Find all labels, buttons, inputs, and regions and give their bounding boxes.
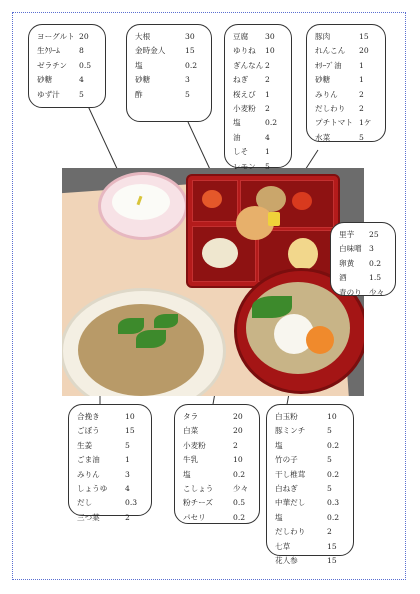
ingredient-amount: 0.5 [79, 60, 92, 70]
meal-photo [62, 168, 364, 396]
ingredient-row [77, 410, 145, 424]
ingredient-amount: 2 [359, 89, 364, 99]
ingredient-amount: 1ケ [359, 118, 372, 128]
ingredient-name: パセリ [183, 512, 206, 522]
ingredient-amount: 15 [185, 46, 195, 56]
ingredient-amount: 10 [327, 412, 337, 421]
ingredient-name: 豚ミンチ [275, 426, 306, 436]
ingredient-row [233, 44, 285, 58]
ingredient-amount: 30 [265, 32, 275, 41]
ingredient-amount: 2 [125, 512, 130, 522]
ingredient-row [183, 511, 253, 525]
ingredient-row [37, 59, 99, 73]
ingredient-row [275, 482, 347, 496]
ingredient-row [135, 59, 205, 73]
ingredient-name: ごぼう [77, 426, 100, 436]
ingredient-row [233, 145, 285, 159]
ingredient-row [183, 424, 253, 438]
ingredient-name: 塩 [135, 60, 143, 70]
ingredient-name: 塩 [233, 118, 241, 128]
ingredient-row [183, 410, 253, 424]
ingredient-name: 里芋 [339, 230, 355, 239]
ingredient-name: だしわり [275, 527, 306, 537]
ingredient-name: 塩 [183, 469, 191, 479]
ingredient-amount: 5 [327, 455, 332, 465]
ingredient-name: こしょう [183, 484, 214, 494]
ingredient-row [77, 511, 145, 525]
ingredient-amount: 5 [125, 440, 130, 450]
ingredient-amount: 15 [125, 426, 135, 436]
ingredient-amount: 15 [327, 556, 337, 566]
ingredient-row [315, 88, 379, 102]
ingredient-row [37, 44, 99, 58]
ingredient-row [275, 496, 347, 510]
gratin [202, 238, 238, 268]
ingredient-amount: 0.2 [327, 512, 340, 522]
ingredient-amount: 20 [233, 412, 243, 421]
ingredient-row [339, 271, 389, 285]
ingredient-amount: 0.2 [265, 118, 278, 128]
ingredient-name: みりん [315, 89, 338, 99]
ingredient-amount: 2 [265, 75, 270, 85]
ingredient-amount: 1 [265, 147, 270, 157]
ingredient-amount: 15 [327, 541, 337, 551]
ingredient-name: れんこん [315, 46, 346, 56]
ingredient-amount: 25 [369, 230, 379, 239]
ingredient-name: 油 [233, 132, 241, 142]
ingredient-amount: 20 [79, 32, 89, 41]
ingredient-amount: 2 [359, 104, 364, 114]
ingredient-row [339, 257, 389, 271]
ingredient-amount: 2 [327, 527, 332, 537]
ingredient-amount: 5 [79, 89, 84, 99]
ingredient-name: ごま油 [77, 455, 100, 465]
lemon-slice [268, 212, 280, 226]
ingredient-name: 桜えび [233, 89, 256, 99]
ingredient-row [275, 554, 347, 568]
ingredient-amount: 2 [265, 104, 270, 114]
ingredient-amount: 0.2 [327, 469, 340, 479]
ingredient-row [37, 88, 99, 102]
ingredient-name: だし [77, 498, 93, 508]
ingredient-name: ゆず汁 [37, 89, 60, 99]
ingredient-amount: 少々 [369, 287, 385, 297]
ingredient-name: 花人参 [275, 556, 298, 566]
ingredient-name: だしわり [315, 104, 346, 114]
ingredient-name: 金時金人 [135, 46, 166, 56]
ingredient-name: 酢 [135, 89, 143, 99]
ingredient-amount: 8 [79, 46, 84, 56]
ingredient-row [315, 59, 379, 73]
ingredient-row [77, 453, 145, 467]
ingredient-amount: 0.2 [233, 512, 246, 522]
ingredient-row [233, 59, 285, 73]
ingredient-name: 豆腐 [233, 32, 249, 41]
ingredient-row [77, 482, 145, 496]
ingredient-name: タラ [183, 412, 199, 421]
satoimo [288, 238, 318, 270]
ingredient-name: 砂糖 [315, 75, 331, 85]
bubble-yogurt-jelly [28, 24, 106, 108]
ingredient-name: 小麦粉 [183, 440, 206, 450]
mitsuba-leaf [136, 330, 166, 348]
ingredient-row [183, 482, 253, 496]
ingredient-amount: 20 [233, 426, 243, 436]
ingredient-row [275, 525, 347, 539]
ingredient-row [339, 242, 389, 256]
ingredient-name: 七草 [275, 541, 291, 551]
ingredient-name: 砂糖 [37, 75, 53, 85]
ingredient-amount: 1 [359, 75, 364, 85]
ingredient-row [77, 468, 145, 482]
yogurt-jelly [112, 184, 170, 220]
bubble-daikon [126, 24, 212, 122]
ingredient-name: 小麦粉 [233, 104, 256, 114]
ingredient-row [275, 439, 347, 453]
ingredient-row [275, 468, 347, 482]
ingredient-amount: 3 [369, 244, 374, 254]
ingredient-row [315, 131, 379, 145]
ingredient-amount: 0.2 [327, 440, 340, 450]
bubble-rice [68, 404, 152, 522]
ingredient-row [233, 73, 285, 87]
ingredient-row [233, 131, 285, 145]
ingredient-amount: 10 [233, 455, 243, 465]
ingredient-name: 白菜 [183, 426, 199, 436]
ingredient-row [77, 496, 145, 510]
ingredient-name: 砂糖 [135, 75, 151, 85]
ingredient-name: 塩 [275, 512, 283, 522]
ingredient-row [315, 30, 379, 44]
ingredient-name: ゼラチン [37, 60, 67, 70]
ingredient-row [233, 88, 285, 102]
ingredient-name: 白ねぎ [275, 484, 298, 494]
ingredient-row [183, 453, 253, 467]
ingredient-amount: 2 [233, 440, 238, 450]
ingredient-amount: 4 [79, 75, 84, 85]
ingredient-name: ゆりね [233, 46, 256, 56]
ingredient-name: 三つ葉 [77, 512, 100, 522]
ingredient-amount: 30 [185, 32, 195, 41]
ingredient-name: 塩 [275, 440, 283, 450]
ingredient-row [275, 410, 347, 424]
ingredient-row [275, 424, 347, 438]
ingredient-amount: 3 [125, 469, 130, 479]
ingredient-name: 酒 [339, 273, 347, 283]
ingredient-row [183, 468, 253, 482]
ingredient-amount: 1.5 [369, 273, 382, 283]
ingredient-name: 白玉粉 [275, 412, 298, 421]
ingredient-name: しそ [233, 147, 249, 157]
ingredient-name: 白味噌 [339, 244, 362, 254]
ingredient-row [37, 73, 99, 87]
ingredient-row [135, 30, 205, 44]
ingredient-amount: 0.2 [369, 258, 382, 268]
ingredient-row [135, 44, 205, 58]
mitsuba-leaf [154, 314, 178, 328]
ingredient-name: ヨーグルト [37, 32, 75, 41]
ingredient-row [275, 453, 347, 467]
bubble-pork [306, 24, 386, 142]
ingredient-row [183, 496, 253, 510]
ingredient-name: みりん [77, 469, 100, 479]
ingredient-row [315, 102, 379, 116]
ingredient-name: 干し椎茸 [275, 469, 306, 479]
flower-carrot [306, 326, 334, 354]
ingredient-name: ｵﾘｰﾌﾞ油 [315, 60, 342, 70]
ingredient-amount: 0.2 [233, 469, 246, 479]
ingredient-row [233, 116, 285, 130]
ingredient-amount: 1 [125, 455, 130, 465]
ingredient-amount: 20 [359, 46, 369, 56]
ingredient-amount: 15 [359, 32, 369, 41]
ingredient-row [315, 44, 379, 58]
ingredient-name: 生姜 [77, 440, 93, 450]
ingredient-amount: 0.2 [185, 60, 198, 70]
ingredient-amount: 1 [265, 89, 270, 99]
ingredient-name: 粉チーズ [183, 498, 213, 508]
bubble-tofu [224, 24, 292, 171]
ingredient-row [233, 30, 285, 44]
ingredient-amount: 0.5 [233, 498, 246, 508]
ingredient-amount: 5 [185, 89, 190, 99]
ingredient-name: 牛乳 [183, 455, 199, 465]
ingredient-amount: 2 [265, 60, 270, 70]
ingredient-row [233, 160, 285, 174]
ingredient-amount: 4 [265, 132, 270, 142]
ingredient-amount: 10 [125, 412, 135, 421]
ingredient-amount: 5 [359, 132, 364, 142]
ingredient-row [315, 73, 379, 87]
ingredient-row [135, 88, 205, 102]
ingredient-amount: 1 [359, 60, 364, 70]
ingredient-name: 竹の子 [275, 455, 298, 465]
bubble-satoimo [330, 222, 396, 296]
ingredient-name: 合挽き [77, 412, 100, 421]
ingredient-row [77, 424, 145, 438]
ingredient-row [339, 228, 389, 242]
daikon-carrot [202, 190, 222, 208]
ingredient-name: 豚肉 [315, 32, 331, 41]
ingredient-row [183, 439, 253, 453]
ingredient-amount: 3 [185, 75, 190, 85]
ingredient-name: ねぎ [233, 75, 249, 85]
ingredient-row [233, 102, 285, 116]
ingredient-amount: 少々 [233, 484, 249, 494]
ingredient-name: 青のり [339, 287, 362, 297]
ingredient-amount: 10 [265, 46, 275, 56]
ingredient-name: 水菜 [315, 132, 331, 142]
bubble-zoni [266, 404, 354, 566]
ingredient-name: 中華だし [275, 498, 306, 508]
ingredient-row [275, 511, 347, 525]
ingredient-row [275, 540, 347, 554]
ingredient-name: レモン [233, 161, 256, 171]
ingredient-row [37, 30, 99, 44]
ingredient-row [339, 286, 389, 300]
ingredient-amount: 4 [125, 484, 130, 494]
ingredient-amount: 0.3 [125, 498, 138, 508]
ingredient-amount: 5 [265, 161, 270, 171]
ingredient-row [315, 116, 379, 130]
bubble-gratin [174, 404, 260, 524]
ingredient-amount: 5 [327, 484, 332, 494]
ingredient-name: ぎんなん [233, 60, 264, 70]
ingredient-amount: 5 [327, 426, 332, 436]
ingredient-name: 卵黄 [339, 258, 355, 268]
ingredient-name: しょうゆ [77, 484, 108, 494]
ingredient-name: プチトマト [315, 118, 353, 128]
ingredient-row [135, 73, 205, 87]
ingredient-name: 生ｸﾘｰﾑ [37, 46, 60, 56]
ingredient-amount: 0.3 [327, 498, 340, 508]
ingredient-name: 大根 [135, 32, 151, 41]
ingredient-row [77, 439, 145, 453]
cherry-tomato [292, 192, 312, 210]
